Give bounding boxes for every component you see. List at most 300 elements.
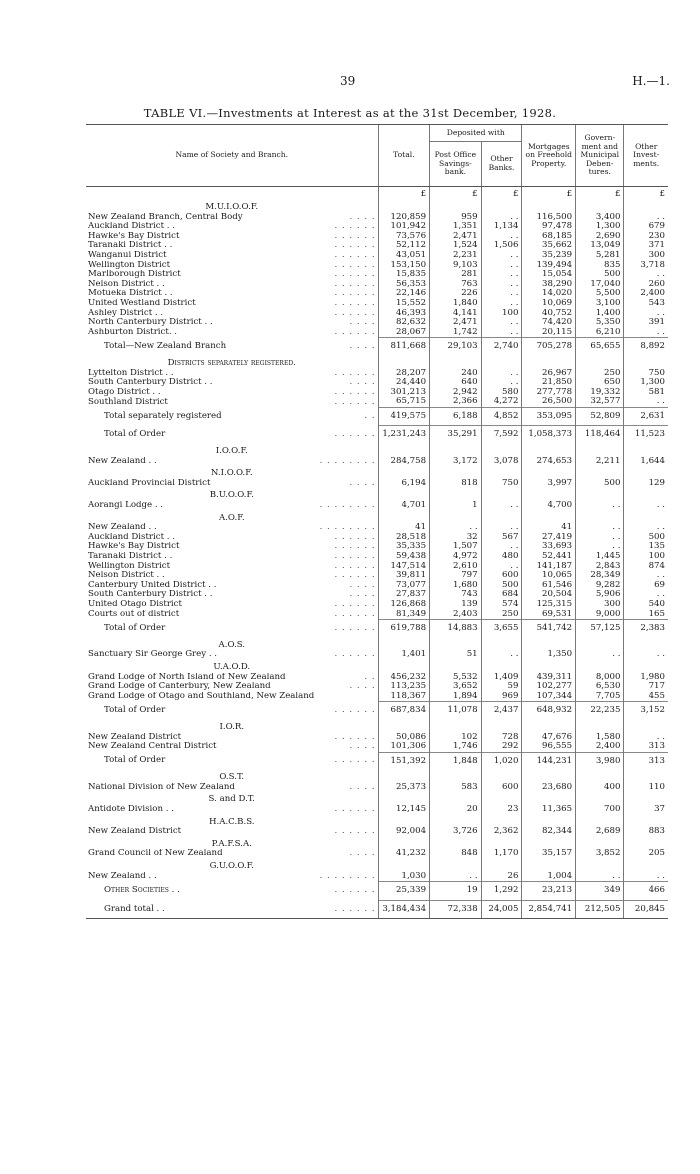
other-banks-cell: 3,655 xyxy=(481,620,522,638)
empty-cell xyxy=(522,815,576,828)
government-cell: . . xyxy=(576,542,624,552)
table-row xyxy=(86,457,668,467)
header-name: Name of Society and Branch. xyxy=(86,125,378,187)
mortgages-cell: 35,239 xyxy=(522,251,576,261)
row-label: North Canterbury District . . xyxy=(88,318,213,328)
other-banks-cell: 1,134 xyxy=(481,222,522,232)
leader-dots: . . . . . . xyxy=(334,279,376,289)
government-cell: 6,530 xyxy=(576,682,624,692)
header-government: Govern-ment and Municipal Deben-tures. xyxy=(576,125,624,187)
empty-cell xyxy=(522,660,576,673)
row-label: Total of Order xyxy=(104,622,166,633)
section-heading-row xyxy=(86,466,668,479)
empty-cell xyxy=(430,720,482,733)
row-label: Southland District xyxy=(88,397,168,407)
row-label: Grand total . . xyxy=(104,903,165,914)
empty-cell xyxy=(576,770,624,783)
total-cell: 301,213 xyxy=(378,388,430,398)
row-name xyxy=(86,533,378,543)
leader-dots: . . . . . . xyxy=(334,368,376,378)
header-total: Total. xyxy=(378,125,430,187)
row-label: Taranaki District . . xyxy=(88,241,173,251)
row-name xyxy=(86,299,378,309)
section-heading-row xyxy=(86,792,668,805)
other-banks-cell: 4,272 xyxy=(481,397,522,407)
empty-cell xyxy=(430,356,482,369)
table-body xyxy=(86,187,668,919)
table-row xyxy=(86,533,668,543)
empty-cell xyxy=(378,815,430,828)
post-office-cell: 1,742 xyxy=(430,328,482,338)
mortgages-cell: 68,185 xyxy=(522,232,576,242)
table-row xyxy=(86,581,668,591)
row-label: Marlborough District xyxy=(88,270,181,280)
leader-dots: . . . . . . xyxy=(334,542,376,552)
empty-cell xyxy=(624,859,668,872)
row-name xyxy=(86,241,378,251)
empty-cell xyxy=(522,792,576,805)
table-row xyxy=(86,590,668,600)
row-name xyxy=(86,318,378,328)
leader-dots: . . . . . . xyxy=(334,609,376,619)
other-banks-cell: . . xyxy=(481,369,522,379)
other-banks-cell: 567 xyxy=(481,533,522,543)
leader-dots: . . . . . . xyxy=(334,705,376,716)
total-cell: 456,232 xyxy=(378,673,430,683)
section-heading: B.U.O.O.F. xyxy=(209,490,254,501)
total-cell: 153,150 xyxy=(378,261,430,271)
investments-table xyxy=(86,124,668,919)
table-row xyxy=(86,318,668,328)
row-label: Ashley District . . xyxy=(88,308,164,318)
other-investments-cell: 230 xyxy=(624,232,668,242)
row-label: New Zealand . . xyxy=(88,456,157,466)
leader-dots: . . . . . . xyxy=(334,429,376,440)
government-cell: 3,400 xyxy=(576,213,624,223)
government-cell: 3,852 xyxy=(576,849,624,859)
currency-government: £ xyxy=(576,187,624,201)
total-cell: 82,632 xyxy=(378,318,430,328)
empty-cell xyxy=(576,488,624,501)
leader-dots: . . . . xyxy=(349,590,376,600)
other-banks-cell: . . xyxy=(481,213,522,223)
mortgages-cell: 26,500 xyxy=(522,397,576,407)
table-row xyxy=(86,673,668,683)
post-office-cell: 1,524 xyxy=(430,241,482,251)
other-investments-cell: 100 xyxy=(624,552,668,562)
mortgages-cell: 41 xyxy=(522,523,576,533)
leader-dots: . . . . . . . . xyxy=(319,501,376,511)
government-cell: 8,000 xyxy=(576,673,624,683)
total-cell: 52,112 xyxy=(378,241,430,251)
table-row xyxy=(86,682,668,692)
post-office-cell: 3,726 xyxy=(430,827,482,837)
section-heading: Districts separately registered. xyxy=(167,357,296,368)
row-label: United Otago District xyxy=(88,599,182,609)
post-office-cell: 35,291 xyxy=(430,426,482,444)
row-label: Hawke's Bay District xyxy=(88,542,180,552)
empty-cell xyxy=(378,511,430,524)
section-heading-row xyxy=(86,511,668,524)
empty-cell xyxy=(481,720,522,733)
empty-cell xyxy=(576,200,624,213)
header-other-banks: Other Banks. xyxy=(481,142,522,187)
mortgages-cell: 26,967 xyxy=(522,369,576,379)
post-office-cell: 6,188 xyxy=(430,407,482,426)
row-name xyxy=(86,289,378,299)
other-investments-cell: 313 xyxy=(624,752,668,770)
other-investments-cell: 371 xyxy=(624,241,668,251)
mortgages-cell: 74,420 xyxy=(522,318,576,328)
empty-cell xyxy=(481,511,522,524)
row-name xyxy=(86,752,378,770)
mortgages-cell: 107,344 xyxy=(522,692,576,702)
other-banks-cell: 580 xyxy=(481,388,522,398)
table-row xyxy=(86,501,668,511)
table-row xyxy=(86,571,668,581)
mortgages-cell: 20,504 xyxy=(522,590,576,600)
other-investments-cell: 581 xyxy=(624,388,668,398)
mortgages-cell: 705,278 xyxy=(522,338,576,356)
empty-cell xyxy=(378,837,430,850)
row-name xyxy=(86,742,378,752)
total-cell: 15,552 xyxy=(378,299,430,309)
row-label: Total separately registered xyxy=(104,410,222,421)
row-label: Other Societies . . xyxy=(104,885,180,896)
total-cell: 59,438 xyxy=(378,552,430,562)
row-name xyxy=(86,270,378,280)
leader-dots: . . . . . . xyxy=(334,571,376,581)
empty-cell xyxy=(430,770,482,783)
section-heading-row xyxy=(86,859,668,872)
mortgages-cell: 82,344 xyxy=(522,827,576,837)
empty-cell xyxy=(624,815,668,828)
total-row xyxy=(86,702,668,720)
leader-dots: . . . . . . xyxy=(334,222,376,232)
other-investments-cell: . . xyxy=(624,571,668,581)
other-banks-cell: . . xyxy=(481,378,522,388)
government-cell: 212,505 xyxy=(576,900,624,919)
section-heading-row xyxy=(86,815,668,828)
empty-cell xyxy=(576,356,624,369)
table-row xyxy=(86,270,668,280)
other-investments-cell: . . xyxy=(624,270,668,280)
mortgages-cell: 144,231 xyxy=(522,752,576,770)
mortgages-cell: 21,850 xyxy=(522,378,576,388)
other-banks-cell: 7,592 xyxy=(481,426,522,444)
leader-dots: . . . . . . xyxy=(334,298,376,308)
mortgages-cell: 97,478 xyxy=(522,222,576,232)
other-investments-cell: 205 xyxy=(624,849,668,859)
mortgages-cell: 277,778 xyxy=(522,388,576,398)
row-label: Ashburton District. . xyxy=(88,327,178,337)
other-banks-cell: 500 xyxy=(481,581,522,591)
other-banks-cell: 26 xyxy=(481,872,522,882)
mortgages-cell: 23,680 xyxy=(522,783,576,793)
other-investments-cell: 540 xyxy=(624,600,668,610)
government-cell: 835 xyxy=(576,261,624,271)
government-cell: 2,843 xyxy=(576,562,624,572)
empty-cell xyxy=(624,444,668,457)
post-office-cell: 1,351 xyxy=(430,222,482,232)
other-investments-cell: 8,892 xyxy=(624,338,668,356)
empty-cell xyxy=(576,859,624,872)
currency-post: £ xyxy=(430,187,482,201)
other-investments-cell: 717 xyxy=(624,682,668,692)
post-office-cell: 1 xyxy=(430,501,482,511)
mortgages-cell: 1,058,373 xyxy=(522,426,576,444)
section-heading: U.A.O.D. xyxy=(213,661,251,672)
total-cell: 811,668 xyxy=(378,338,430,356)
mortgages-cell: 102,277 xyxy=(522,682,576,692)
mortgages-cell: 38,290 xyxy=(522,280,576,290)
other-banks-cell: 4,852 xyxy=(481,407,522,426)
mortgages-cell: 96,555 xyxy=(522,742,576,752)
total-cell: 4,701 xyxy=(378,501,430,511)
table-row xyxy=(86,872,668,882)
total-cell: 27,837 xyxy=(378,590,430,600)
total-cell: 73,077 xyxy=(378,581,430,591)
other-investments-cell: 313 xyxy=(624,742,668,752)
empty-cell xyxy=(522,859,576,872)
post-office-cell: 19 xyxy=(430,882,482,901)
document-reference: H.—1. xyxy=(632,74,670,88)
table-row xyxy=(86,849,668,859)
empty-cell xyxy=(576,444,624,457)
table-row xyxy=(86,733,668,743)
mortgages-cell: 35,157 xyxy=(522,849,576,859)
other-banks-cell: . . xyxy=(481,542,522,552)
row-name xyxy=(86,426,378,444)
empty-cell xyxy=(481,837,522,850)
empty-cell xyxy=(576,837,624,850)
empty-cell xyxy=(378,488,430,501)
row-label: South Canterbury District . . xyxy=(88,378,213,388)
post-office-cell: 240 xyxy=(430,369,482,379)
mortgages-cell: 69,531 xyxy=(522,610,576,620)
empty-cell xyxy=(378,859,430,872)
row-label: Aorangi Lodge . . xyxy=(88,501,164,511)
table-row xyxy=(86,378,668,388)
government-cell: 32,577 xyxy=(576,397,624,407)
total-cell: 101,306 xyxy=(378,742,430,752)
empty-cell xyxy=(624,660,668,673)
total-cell: 24,440 xyxy=(378,378,430,388)
currency-mortgages: £ xyxy=(522,187,576,201)
row-name xyxy=(86,397,378,407)
total-cell: 3,184,434 xyxy=(378,900,430,919)
table-row xyxy=(86,232,668,242)
government-cell: 2,689 xyxy=(576,827,624,837)
row-name xyxy=(86,309,378,319)
other-investments-cell: 679 xyxy=(624,222,668,232)
empty-cell xyxy=(430,511,482,524)
other-societies-row xyxy=(86,882,668,901)
other-banks-cell: 728 xyxy=(481,733,522,743)
header-mortgages: Mortgages on Freehold Property. xyxy=(522,125,576,187)
empty-cell xyxy=(430,792,482,805)
government-cell: 650 xyxy=(576,378,624,388)
page-number: 39 xyxy=(340,74,356,88)
other-banks-cell: 1,506 xyxy=(481,241,522,251)
leader-dots: . . . . xyxy=(349,212,376,222)
empty-cell xyxy=(430,837,482,850)
other-banks-cell: 2,362 xyxy=(481,827,522,837)
mortgages-cell: 274,653 xyxy=(522,457,576,467)
total-cell: 56,353 xyxy=(378,280,430,290)
post-office-cell: 226 xyxy=(430,289,482,299)
total-cell: 419,575 xyxy=(378,407,430,426)
leader-dots: . . . . xyxy=(349,318,376,328)
other-banks-cell: 684 xyxy=(481,590,522,600)
leader-dots: . . . . . . xyxy=(334,827,376,837)
post-office-cell: 32 xyxy=(430,533,482,543)
leader-dots: . . . . xyxy=(349,478,376,488)
table-row xyxy=(86,299,668,309)
post-office-cell: 2,366 xyxy=(430,397,482,407)
grand-total-row xyxy=(86,900,668,919)
total-cell: 687,834 xyxy=(378,702,430,720)
row-label: Otago District . . xyxy=(88,387,161,397)
post-office-cell: 102 xyxy=(430,733,482,743)
table-title: TABLE VI.—Investments at Interest as at the 31st December, 1928. xyxy=(143,106,557,120)
government-cell: 5,350 xyxy=(576,318,624,328)
post-office-cell: 1,848 xyxy=(430,752,482,770)
empty-cell xyxy=(522,837,576,850)
leader-dots: . . . . . . xyxy=(334,270,376,280)
row-label: New Zealand District xyxy=(88,827,182,837)
government-cell: 19,332 xyxy=(576,388,624,398)
mortgages-cell: 141,187 xyxy=(522,562,576,572)
post-office-cell: 818 xyxy=(430,479,482,489)
row-label: Wanganui District xyxy=(88,250,167,260)
government-cell: . . xyxy=(576,650,624,660)
empty-cell xyxy=(624,356,668,369)
empty-cell xyxy=(522,720,576,733)
row-label: Hawke's Bay District xyxy=(88,231,180,241)
row-name xyxy=(86,682,378,692)
section-heading-row xyxy=(86,770,668,783)
other-banks-cell: 574 xyxy=(481,600,522,610)
section-heading-row xyxy=(86,200,668,213)
total-cell: 113,235 xyxy=(378,682,430,692)
leader-dots: . . . . . . xyxy=(334,308,376,318)
other-investments-cell: 3,152 xyxy=(624,702,668,720)
row-label: Taranaki District . . xyxy=(88,552,173,561)
mortgages-cell: 1,350 xyxy=(522,650,576,660)
government-cell: 2,211 xyxy=(576,457,624,467)
other-investments-cell: . . xyxy=(624,501,668,511)
post-office-cell: 5,532 xyxy=(430,673,482,683)
government-cell: 28,349 xyxy=(576,571,624,581)
section-heading: M.U.I.O.O.F. xyxy=(205,202,259,212)
leader-dots: . . . . . . xyxy=(334,552,376,561)
post-office-cell: 2,403 xyxy=(430,610,482,620)
empty-cell xyxy=(430,638,482,651)
leader-dots: . . . . xyxy=(349,742,376,752)
currency-total: £ xyxy=(378,187,430,201)
row-label: National Division of New Zealand xyxy=(88,782,235,792)
empty-cell xyxy=(624,488,668,501)
other-investments-cell: 466 xyxy=(624,882,668,901)
government-cell: 500 xyxy=(576,479,624,489)
empty-cell xyxy=(378,444,430,457)
row-name xyxy=(86,673,378,683)
other-banks-cell: 1,170 xyxy=(481,849,522,859)
other-banks-cell: 59 xyxy=(481,682,522,692)
government-cell: 1,580 xyxy=(576,733,624,743)
total-cell: 101,942 xyxy=(378,222,430,232)
empty-cell xyxy=(624,837,668,850)
other-investments-cell: 2,631 xyxy=(624,407,668,426)
row-name xyxy=(86,213,378,223)
post-office-cell: 1,894 xyxy=(430,692,482,702)
row-name xyxy=(86,369,378,379)
post-office-cell: 640 xyxy=(430,378,482,388)
row-label: Grand Lodge of Otago and Southland, New Zealand xyxy=(88,691,315,701)
total-cell: 619,788 xyxy=(378,620,430,638)
other-banks-cell: . . xyxy=(481,328,522,338)
mortgages-cell: 52,441 xyxy=(522,552,576,562)
total-cell: 22,146 xyxy=(378,289,430,299)
empty-cell xyxy=(576,466,624,479)
leader-dots: . . . . . . . . xyxy=(319,456,376,466)
total-cell: 41,232 xyxy=(378,849,430,859)
row-label: Auckland Provincial District xyxy=(88,478,211,488)
empty-cell xyxy=(624,200,668,213)
mortgages-cell: 40,752 xyxy=(522,309,576,319)
row-name xyxy=(86,733,378,743)
row-name xyxy=(86,479,378,489)
table-row xyxy=(86,251,668,261)
table-row xyxy=(86,280,668,290)
total-cell: 284,758 xyxy=(378,457,430,467)
government-cell: 700 xyxy=(576,805,624,815)
empty-cell xyxy=(430,200,482,213)
empty-cell xyxy=(378,792,430,805)
mortgages-cell: 15,054 xyxy=(522,270,576,280)
other-investments-cell: . . xyxy=(624,650,668,660)
total-cell: 15,835 xyxy=(378,270,430,280)
other-banks-cell: 250 xyxy=(481,610,522,620)
mortgages-cell: 139,494 xyxy=(522,261,576,271)
other-investments-cell: 1,300 xyxy=(624,378,668,388)
mortgages-cell: 10,069 xyxy=(522,299,576,309)
leader-dots: . . . . xyxy=(349,782,376,792)
government-cell: 3,100 xyxy=(576,299,624,309)
government-cell: 2,400 xyxy=(576,742,624,752)
post-office-cell: 3,652 xyxy=(430,682,482,692)
total-cell: 1,401 xyxy=(378,650,430,660)
mortgages-cell: 47,676 xyxy=(522,733,576,743)
row-label: Nelson District . . xyxy=(88,279,165,289)
other-investments-cell: . . xyxy=(624,397,668,407)
row-name xyxy=(86,827,378,837)
leader-dots: . . . . . . . . xyxy=(319,523,376,533)
mortgages-cell: 125,315 xyxy=(522,600,576,610)
row-name xyxy=(86,562,378,572)
row-name xyxy=(86,805,378,815)
government-cell: 300 xyxy=(576,600,624,610)
empty-cell xyxy=(522,488,576,501)
government-cell: 57,125 xyxy=(576,620,624,638)
empty-cell xyxy=(576,792,624,805)
other-investments-cell: 260 xyxy=(624,280,668,290)
post-office-cell: 2,231 xyxy=(430,251,482,261)
row-label: South Canterbury District . . xyxy=(88,590,213,600)
other-investments-cell: 165 xyxy=(624,610,668,620)
row-label: Canterbury United District . . xyxy=(88,580,217,590)
